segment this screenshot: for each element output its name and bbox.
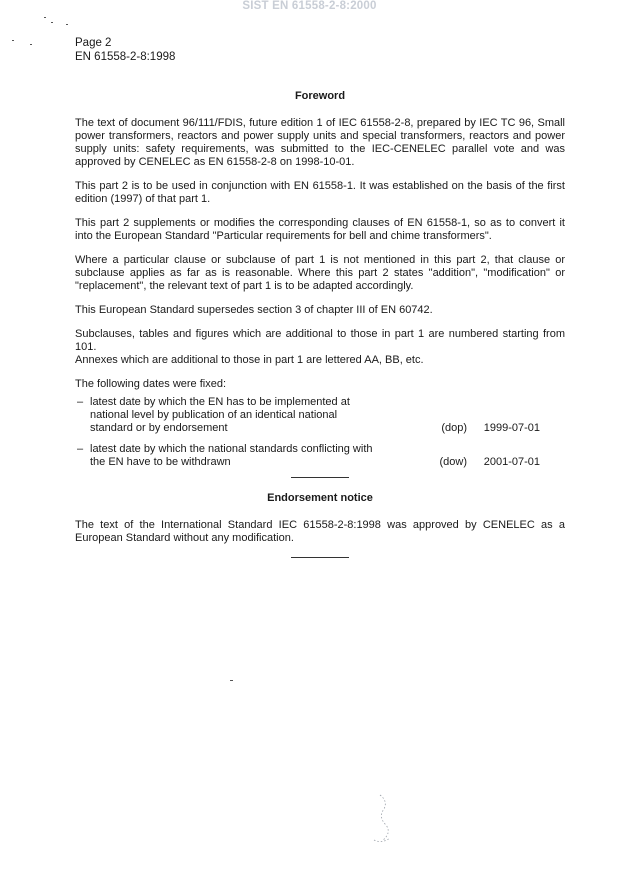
- scan-speck: [230, 680, 233, 681]
- date-value: 2001-07-01: [483, 456, 540, 468]
- foreword-paragraph-1: The text of document 96/111/FDIS, future edition 1 of IEC 61558-2-8, prepared by IEC TC 96, Small power transformers, reactors and power supply units and special transformers, reactors and power supply units: safety requirements, was submitted to the IEC-CENELEC parallel vote and was approved by CENELEC as EN 61558-2-8 on 1998-10-01.: [75, 117, 565, 168]
- section-divider: [291, 477, 349, 478]
- dates-list: [75, 396, 565, 469]
- scan-speck: [30, 44, 32, 45]
- date-code: (dow): [439, 456, 467, 468]
- foreword-paragraph-6b: Annexes which are additional to those in part 1 are lettered AA, BB, etc.: [75, 354, 424, 366]
- foreword-paragraph-5: This European Standard supersedes section 3 of chapter III of EN 60742.: [75, 304, 433, 316]
- dates-intro: The following dates were fixed:: [75, 378, 227, 390]
- date-item-dop: [75, 396, 565, 435]
- scan-speck: [66, 24, 68, 25]
- document-id: EN 61558-2-8:1998: [75, 51, 176, 63]
- list-dash: –: [77, 396, 84, 408]
- date-description: latest date by which the EN has to be implemented at national level by publication of an identical national standard or by endorsement: [90, 396, 350, 434]
- page-number: Page 2: [75, 37, 112, 49]
- watermark: SIST EN 61558-2-8:2000: [242, 0, 377, 12]
- scan-speck: [12, 40, 14, 41]
- endorsement-text: The text of the International Standard IEC 61558-2-8:1998 was approved by CENELEC as a European Standard without any modification.: [75, 519, 565, 544]
- scan-speck: [51, 22, 53, 23]
- endorsement-title: Endorsement notice: [267, 492, 373, 504]
- scan-speck: [44, 17, 46, 18]
- foreword-paragraph-4: Where a particular clause or subclause of part 1 is not mentioned in this part 2, that clause or subclause applies as far as is reasonable. Where this part 2 states "addition", "modification" or "replacement", the relevant text of part 1 is to be adapted accordingly.: [75, 254, 565, 292]
- foreword-title: Foreword: [294, 90, 346, 102]
- date-item-dow: [75, 443, 565, 469]
- foreword-paragraph-3: This part 2 supplements or modifies the corresponding clauses of EN 61558-1, so as to convert it into the European Standard "Particular requirements for bell and chime transformers".: [75, 217, 565, 242]
- foreword-paragraph-2: This part 2 is to be used in conjunction with EN 61558-1. It was established on the basis of the first edition (1997) of that part 1.: [75, 180, 565, 205]
- document-body: [75, 90, 565, 572]
- foreword-paragraph-6a: Subclauses, tables and figures which are additional to those in part 1 are numbered starting from 101.: [75, 328, 565, 353]
- ink-mark: [360, 790, 400, 850]
- date-description: latest date by which the national standards conflicting with the EN have to be withdrawn: [90, 443, 373, 468]
- list-dash: –: [77, 443, 84, 455]
- date-value: 1999-07-01: [483, 422, 540, 434]
- date-code: (dop): [441, 422, 467, 434]
- section-divider: [291, 557, 349, 558]
- page-header: [75, 36, 175, 64]
